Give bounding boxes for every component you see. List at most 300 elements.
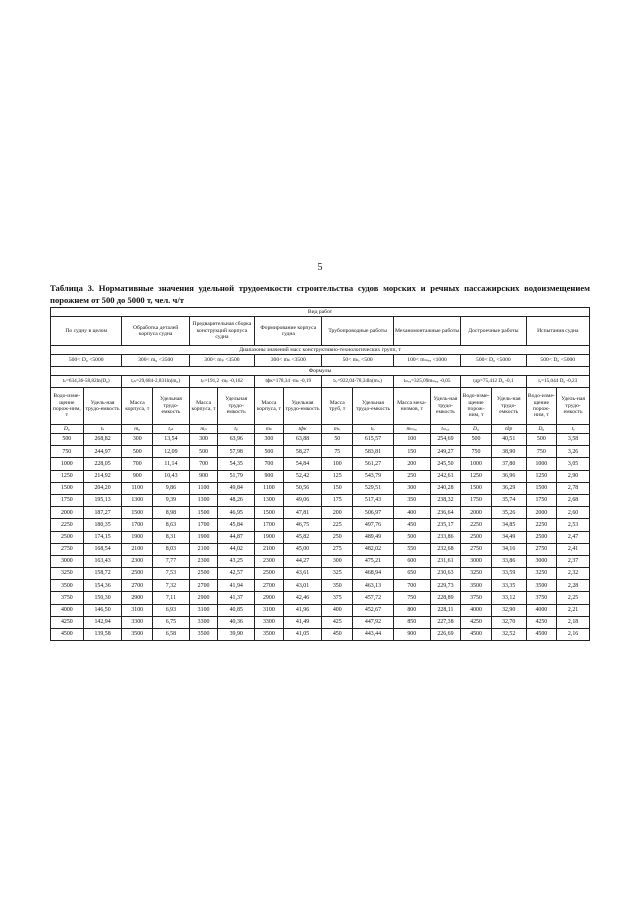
table-cell: 168,54 (83, 543, 122, 555)
table-cell: 13,54 (153, 434, 190, 446)
table-cell: 1300 (255, 494, 284, 506)
table-cell: 228,11 (430, 604, 461, 616)
column-header: Удельная трудо-емкость (153, 388, 190, 425)
column-header: Водо-изме-щение порож-ним, т (461, 388, 492, 425)
table-cell: 1500 (461, 482, 492, 494)
column-header: Масса корпуса, т (189, 388, 218, 425)
table-cell: 41,49 (283, 616, 322, 628)
table-cell: 615,57 (353, 434, 394, 446)
formula-cell: tдр=75,412 D₀ -0,1 (461, 376, 526, 388)
table-cell: 1100 (122, 482, 153, 494)
table-cell: 1100 (255, 482, 284, 494)
table-cell: 2700 (255, 580, 284, 592)
table-cell: 49,06 (283, 494, 322, 506)
table-cell: 139,58 (83, 629, 122, 641)
table-cell: 2100 (189, 543, 218, 555)
table-cell: 142,94 (83, 616, 122, 628)
table-cell: 468,94 (353, 568, 394, 580)
table-cell: 500 (255, 446, 284, 458)
table-cell: 350 (393, 494, 430, 506)
table-cell: 375 (322, 592, 353, 604)
table-cell: 227,38 (430, 616, 461, 628)
table-cell: 33,12 (491, 592, 526, 604)
table-cell: 400 (322, 604, 353, 616)
table-cell: 350 (322, 580, 353, 592)
table-cell: 63,96 (218, 434, 255, 446)
column-symbol: mₜᵣ (322, 425, 353, 434)
table-cell: 42,57 (218, 568, 255, 580)
table-cell: 6,58 (153, 629, 190, 641)
column-symbol: tₜᵣ (353, 425, 394, 434)
table-cell: 517,43 (353, 494, 394, 506)
table-cell: 2,28 (557, 580, 590, 592)
table-cell: 2500 (255, 568, 284, 580)
table-cell: 457,72 (353, 592, 394, 604)
table-cell: 900 (255, 470, 284, 482)
table-row (51, 482, 590, 494)
table-cell: 250 (393, 470, 430, 482)
table-cell: 195,13 (83, 494, 122, 506)
formula-cell: tₒₖ=29,684-2,831ln(m₀) (122, 376, 189, 388)
table-cell: 238,32 (430, 494, 461, 506)
table-cell: 2,68 (557, 494, 590, 506)
table-cell: 900 (189, 470, 218, 482)
table-row (51, 580, 590, 592)
table-cell: 231,61 (430, 555, 461, 567)
table-cell: 2,41 (557, 543, 590, 555)
table-cell: 2000 (51, 507, 84, 519)
table-cell: 7,32 (153, 580, 190, 592)
table-cell: 9,86 (153, 482, 190, 494)
table-cell: 750 (51, 446, 84, 458)
table-cell: 58,27 (283, 446, 322, 458)
table-cell: 200 (393, 458, 430, 470)
table-cell: 700 (255, 458, 284, 470)
table-cell: 32,52 (491, 629, 526, 641)
table-cell: 529,51 (353, 482, 394, 494)
column-symbol: mₚ (189, 425, 218, 434)
table-cell: 4250 (526, 616, 557, 628)
table-cell: 10,43 (153, 470, 190, 482)
table-cell: 3,26 (557, 446, 590, 458)
table-cell: 4500 (526, 629, 557, 641)
table-cell: 32,90 (491, 604, 526, 616)
table-cell: 38,90 (491, 446, 526, 458)
table-cell: 48,26 (218, 494, 255, 506)
column-symbol: tдр (491, 425, 526, 434)
table-cell: 550 (393, 543, 430, 555)
table-cell: 34,16 (491, 543, 526, 555)
table-cell: 2000 (526, 507, 557, 519)
op-header-mechanical: Механомонтажные работы (393, 317, 460, 346)
table-cell: 226,69 (430, 629, 461, 641)
table-row (51, 543, 590, 555)
table-cell: 1500 (189, 507, 218, 519)
formula-cell: tₛ=634,36-58,82ln(D₀) (51, 376, 122, 388)
table-caption: Таблица 3. Нормативные значения удельной трудоемкости строительства судов морских и речных пассажирских водоизмещением порожнем от 500 до 5000 т, чел. ч/т (50, 283, 590, 305)
formula-cell: tфк=178,34 ·mₖ -0,19 (255, 376, 322, 388)
table-cell: 300 (122, 434, 153, 446)
table-cell: 34,49 (491, 531, 526, 543)
table-cell: 3500 (122, 629, 153, 641)
table-cell: 35,26 (491, 507, 526, 519)
column-header: Удельная трудо-емкость (353, 388, 394, 425)
ranges-title: Диапазоны значений масс конструктивно-технологических групп, т (51, 346, 590, 355)
table-cell: 4500 (51, 629, 84, 641)
table-cell: 561,27 (353, 458, 394, 470)
table-cell: 850 (393, 616, 430, 628)
table-cell: 4250 (51, 616, 84, 628)
column-symbol: mₖ (255, 425, 284, 434)
table-cell: 6,93 (153, 604, 190, 616)
table-cell: 1000 (461, 458, 492, 470)
table-cell: 37,80 (491, 458, 526, 470)
column-header: Удель-ная трудо-емкость (83, 388, 122, 425)
table-cell: 214,92 (83, 470, 122, 482)
table-cell: 51,79 (218, 470, 255, 482)
table-cell: 47,81 (283, 507, 322, 519)
table-cell: 1100 (189, 482, 218, 494)
table-cell: 2100 (122, 543, 153, 555)
table-cell: 63,88 (283, 434, 322, 446)
table-row (51, 494, 590, 506)
table-cell: 1900 (189, 531, 218, 543)
table-cell: 8,98 (153, 507, 190, 519)
column-header: Удельная трудо-емкость (283, 388, 322, 425)
table-cell: 8,63 (153, 519, 190, 531)
table-cell: 40,36 (218, 616, 255, 628)
table-row (51, 616, 590, 628)
table-cell: 1000 (526, 458, 557, 470)
table-cell: 240,28 (430, 482, 461, 494)
column-symbol: tₑ (557, 425, 590, 434)
table-cell: 450 (322, 629, 353, 641)
table-cell: 700 (393, 580, 430, 592)
table-cell: 3300 (255, 616, 284, 628)
table-cell: 1700 (255, 519, 284, 531)
work-type-header: Вид работ (51, 308, 590, 317)
table-cell: 3100 (189, 604, 218, 616)
table-cell: 52,42 (283, 470, 322, 482)
table-cell: 1750 (51, 494, 84, 506)
table-cell: 35,74 (491, 494, 526, 506)
table-row (51, 507, 590, 519)
table-cell: 3500 (51, 580, 84, 592)
table-cell: 2500 (51, 531, 84, 543)
column-header: Удель-ная трудо-емкость (430, 388, 461, 425)
table-cell: 3100 (255, 604, 284, 616)
table-cell: 3500 (526, 580, 557, 592)
column-header: Водо-изме-щение порож-ним, т (51, 388, 84, 425)
table-cell: 175 (322, 494, 353, 506)
table-cell: 497,76 (353, 519, 394, 531)
column-symbol: m₀ (122, 425, 153, 434)
column-symbol: tₚ (218, 425, 255, 434)
table-cell: 44,87 (218, 531, 255, 543)
table-cell: 49,84 (218, 482, 255, 494)
table-cell: 41,96 (283, 604, 322, 616)
table-cell: 500 (189, 446, 218, 458)
table-cell: 3750 (461, 592, 492, 604)
table-cell: 2750 (526, 543, 557, 555)
table-cell: 325 (322, 568, 353, 580)
table-cell: 475,21 (353, 555, 394, 567)
column-symbol: tₘₑₓ (430, 425, 461, 434)
table-cell: 46,75 (283, 519, 322, 531)
table-cell: 3250 (51, 568, 84, 580)
table-cell: 2,60 (557, 507, 590, 519)
table-cell: 232,68 (430, 543, 461, 555)
norms-table (50, 307, 590, 641)
table-cell: 489,49 (353, 531, 394, 543)
table-cell: 2250 (51, 519, 84, 531)
table-cell: 8,03 (153, 543, 190, 555)
table-cell: 45,00 (283, 543, 322, 555)
op-header-outfitting: Достроечные работы (461, 317, 526, 346)
table-cell: 12,09 (153, 446, 190, 458)
table-cell: 800 (393, 604, 430, 616)
table-cell: 32,70 (491, 616, 526, 628)
table-cell: 2900 (122, 592, 153, 604)
table-cell: 4000 (526, 604, 557, 616)
table-row (51, 458, 590, 470)
table-cell: 3250 (461, 568, 492, 580)
table-cell: 650 (393, 568, 430, 580)
column-symbol: D₀ (461, 425, 492, 434)
table-cell: 268,82 (83, 434, 122, 446)
range-cell: 300< mₖ <3500 (255, 355, 322, 367)
table-cell: 2,21 (557, 604, 590, 616)
table-cell: 1900 (122, 531, 153, 543)
table-cell: 45,82 (283, 531, 322, 543)
table-cell: 3000 (51, 555, 84, 567)
op-header-hull-forming: Формирование корпуса судна (255, 317, 322, 346)
table-cell: 7,11 (153, 592, 190, 604)
table-cell: 45,84 (218, 519, 255, 531)
table-cell: 250 (322, 531, 353, 543)
op-header-parts-processing: Обработка деталей корпуса судна (122, 317, 189, 346)
table-cell: 452,67 (353, 604, 394, 616)
table-row (51, 604, 590, 616)
column-header: Масса корпуса, т (122, 388, 153, 425)
table-cell: 1700 (122, 519, 153, 531)
table-row (51, 568, 590, 580)
column-symbol: D₀ (526, 425, 557, 434)
table-cell: 2,47 (557, 531, 590, 543)
table-cell: 1300 (122, 494, 153, 506)
table-cell: 57,98 (218, 446, 255, 458)
table-cell: 244,97 (83, 446, 122, 458)
table-cell: 3100 (122, 604, 153, 616)
table-cell: 2900 (255, 592, 284, 604)
table-cell: 300 (255, 434, 284, 446)
table-cell: 900 (393, 629, 430, 641)
table-cell: 125 (322, 470, 353, 482)
table-cell: 1700 (189, 519, 218, 531)
range-cell: 500< D₀ <5000 (461, 355, 526, 367)
column-symbol: D₀ (51, 425, 84, 434)
table-row (51, 446, 590, 458)
table-cell: 41,94 (218, 580, 255, 592)
table-cell: 4250 (461, 616, 492, 628)
table-cell: 44,02 (218, 543, 255, 555)
table-cell: 163,43 (83, 555, 122, 567)
column-symbol: tₛ (83, 425, 122, 434)
table-cell: 506,97 (353, 507, 394, 519)
table-cell: 40,51 (491, 434, 526, 446)
table-cell: 33,86 (491, 555, 526, 567)
table-cell: 3300 (189, 616, 218, 628)
table-cell: 3750 (51, 592, 84, 604)
table-row (51, 592, 590, 604)
table-cell: 33,59 (491, 568, 526, 580)
table-cell: 3000 (526, 555, 557, 567)
table-cell: 225 (322, 519, 353, 531)
table-cell: 204,20 (83, 482, 122, 494)
page-number: 5 (317, 262, 323, 273)
table-cell: 8,31 (153, 531, 190, 543)
table-cell: 230,63 (430, 568, 461, 580)
table-cell: 2500 (526, 531, 557, 543)
table-cell: 1000 (51, 458, 84, 470)
table-cell: 158,72 (83, 568, 122, 580)
table-cell: 300 (393, 482, 430, 494)
table-cell: 1500 (122, 507, 153, 519)
table-cell: 1250 (526, 470, 557, 482)
table-cell: 3,58 (557, 434, 590, 446)
table-cell: 3500 (255, 629, 284, 641)
table-row (51, 531, 590, 543)
table-cell: 750 (393, 592, 430, 604)
column-symbol: mₘₑₓ (393, 425, 430, 434)
table-cell: 500 (122, 446, 153, 458)
column-header: Масса корпуса, т (255, 388, 284, 425)
table-row (51, 434, 590, 446)
table-cell: 34,85 (491, 519, 526, 531)
table-cell: 2300 (189, 555, 218, 567)
table-cell: 543,79 (353, 470, 394, 482)
table-cell: 50,56 (283, 482, 322, 494)
table-cell: 154,36 (83, 580, 122, 592)
table-cell: 228,05 (83, 458, 122, 470)
table-cell: 180,35 (83, 519, 122, 531)
table-cell: 44,27 (283, 555, 322, 567)
table-cell: 254,69 (430, 434, 461, 446)
table-cell: 2500 (189, 568, 218, 580)
table-cell: 229,73 (430, 580, 461, 592)
range-cell: 300< mₚ <3500 (189, 355, 254, 367)
range-cell: 300< m₀ <3500 (122, 355, 189, 367)
table-cell: 463,13 (353, 580, 394, 592)
table-cell: 2,37 (557, 555, 590, 567)
table-cell: 228,89 (430, 592, 461, 604)
table-cell: 2,32 (557, 568, 590, 580)
formulas-title: Формулы (51, 367, 590, 376)
column-header: Удель-ная трудо-емкость (557, 388, 590, 425)
table-cell: 1250 (461, 470, 492, 482)
table-cell: 2750 (51, 543, 84, 555)
table-cell: 500 (393, 531, 430, 543)
table-cell: 41,05 (283, 629, 322, 641)
table-cell: 249,27 (430, 446, 461, 458)
table-cell: 146,50 (83, 604, 122, 616)
table-cell: 2750 (461, 543, 492, 555)
table-cell: 54,35 (218, 458, 255, 470)
table-cell: 2700 (189, 580, 218, 592)
table-cell: 300 (189, 434, 218, 446)
table-cell: 300 (322, 555, 353, 567)
table-cell: 3750 (526, 592, 557, 604)
table-cell: 425 (322, 616, 353, 628)
table-cell: 39,90 (218, 629, 255, 641)
table-cell: 447,92 (353, 616, 394, 628)
table-cell: 100 (322, 458, 353, 470)
table-cell: 36,29 (491, 482, 526, 494)
table-cell: 450 (393, 519, 430, 531)
table-cell: 187,27 (83, 507, 122, 519)
table-cell: 7,53 (153, 568, 190, 580)
table-cell: 36,96 (491, 470, 526, 482)
table-cell: 174,15 (83, 531, 122, 543)
column-header: Удельная трудо-емкость (218, 388, 255, 425)
formula-cell: tₑ=15,044 D₀ -0,23 (526, 376, 589, 388)
table-cell: 1500 (51, 482, 84, 494)
column-header: Водо-изме-щение порож-ним, т (526, 388, 557, 425)
table-cell: 2700 (122, 580, 153, 592)
range-cell: 500< D₀ <5000 (51, 355, 122, 367)
table-cell: 236,64 (430, 507, 461, 519)
range-cell: 50< mₜᵣ <500 (322, 355, 393, 367)
table-cell: 750 (461, 446, 492, 458)
table-cell: 200 (322, 507, 353, 519)
column-header: Масса труб, т (322, 388, 353, 425)
table-cell: 2000 (461, 507, 492, 519)
table-cell: 2300 (122, 555, 153, 567)
op-header-testing: Испытания судна (526, 317, 589, 346)
table-cell: 242,61 (430, 470, 461, 482)
table-cell: 600 (393, 555, 430, 567)
table-cell: 3500 (189, 629, 218, 641)
table-cell: 245,50 (430, 458, 461, 470)
table-cell: 2,78 (557, 482, 590, 494)
table-cell: 2900 (189, 592, 218, 604)
op-header-whole-ship: По судну в целом (51, 317, 122, 346)
table-cell: 54,84 (283, 458, 322, 470)
table-cell: 2300 (255, 555, 284, 567)
table-cell: 1300 (189, 494, 218, 506)
table-cell: 1500 (526, 482, 557, 494)
table-cell: 2500 (461, 531, 492, 543)
table-cell: 43,01 (283, 580, 322, 592)
table-cell: 33,35 (491, 580, 526, 592)
table-cell: 11,14 (153, 458, 190, 470)
table-cell: 583,81 (353, 446, 394, 458)
table-cell: 3500 (461, 580, 492, 592)
table-cell: 2,53 (557, 519, 590, 531)
table-cell: 750 (526, 446, 557, 458)
table-cell: 500 (526, 434, 557, 446)
table-cell: 4500 (461, 629, 492, 641)
formula-cell: tₚ=191,2 ·mₚ -0,162 (189, 376, 254, 388)
table-cell: 1900 (255, 531, 284, 543)
table-cell: 2,25 (557, 592, 590, 604)
table-cell: 443,44 (353, 629, 394, 641)
table-cell: 500 (51, 434, 84, 446)
table-cell: 9,39 (153, 494, 190, 506)
table-cell: 2250 (461, 519, 492, 531)
range-cell: 100< mₘₑₓ <1000 (393, 355, 460, 367)
table-cell: 3250 (526, 568, 557, 580)
